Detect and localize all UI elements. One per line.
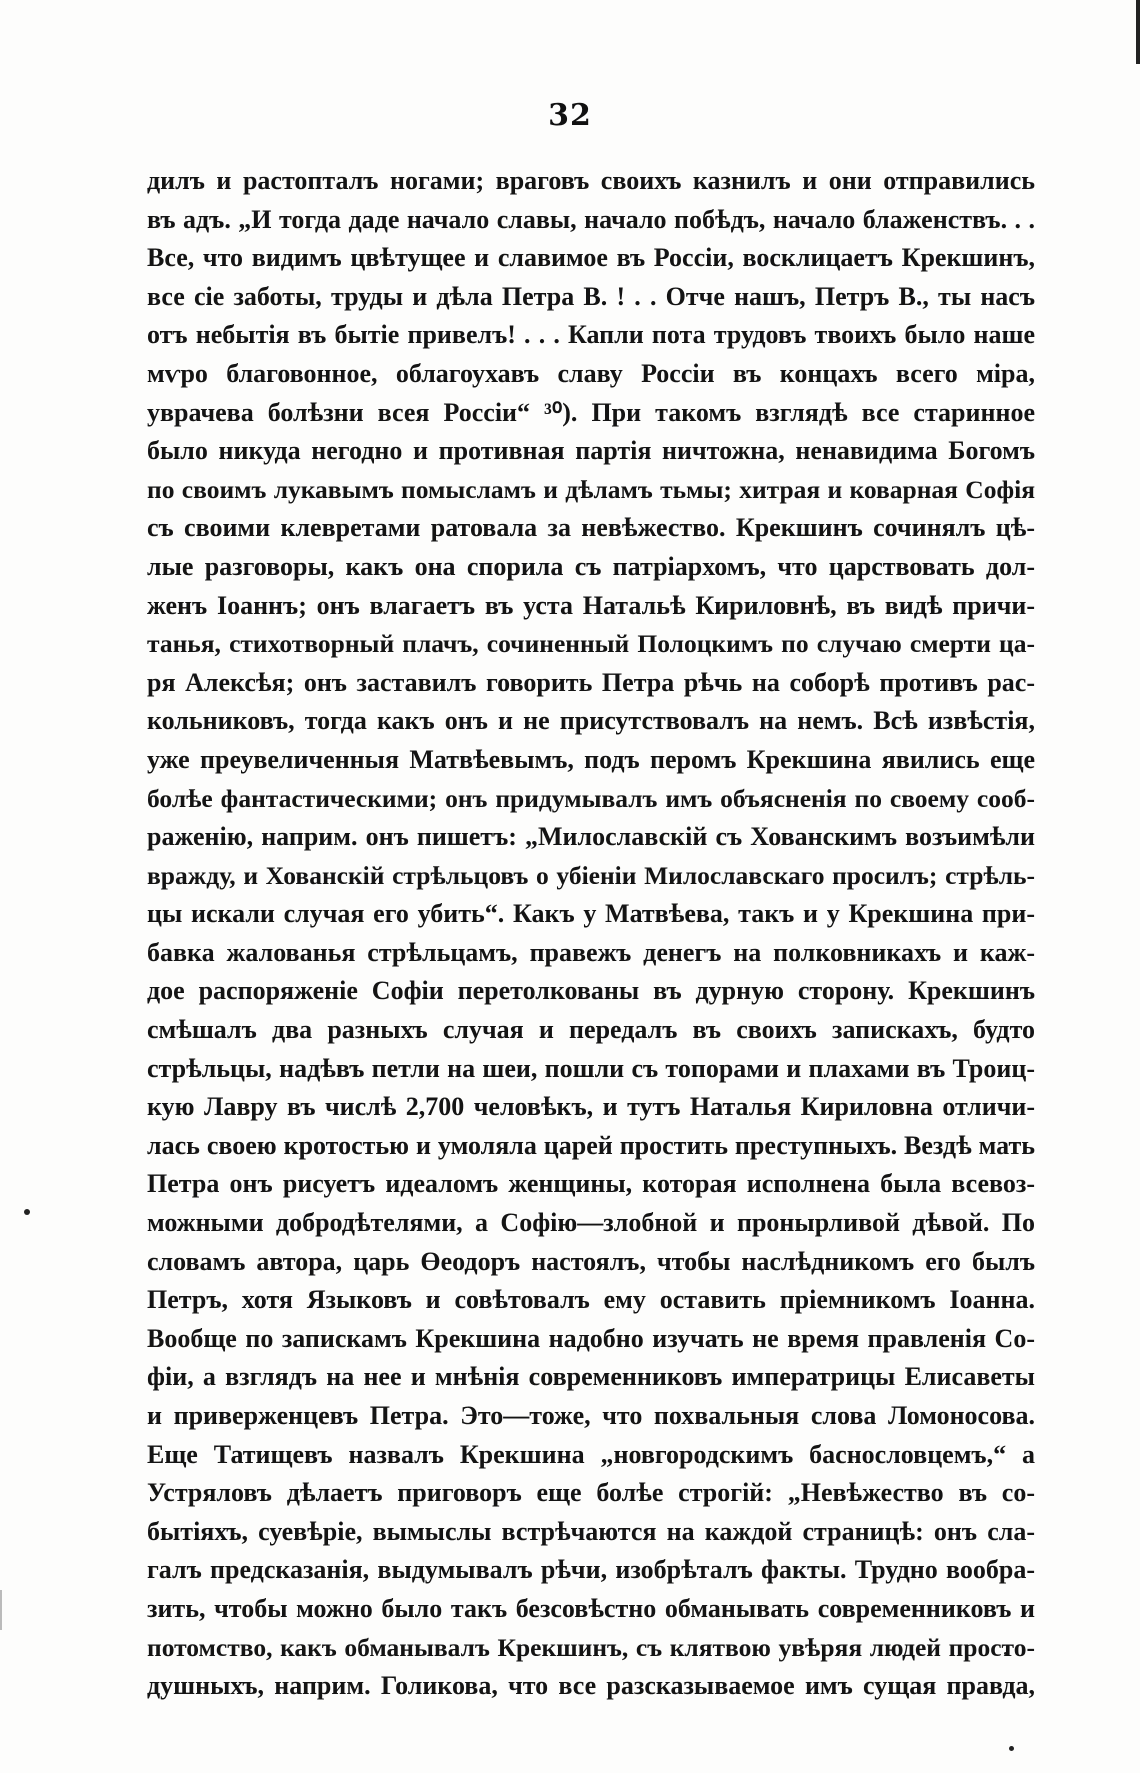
text-line: можными добродѣтелями, а Софію—злобной и пронырливой дѣвой. По [147,1208,1035,1238]
text-line: потомство, какъ обманывалъ Крекшинъ, съ клятвою увѣряя людей просто- [147,1632,1035,1662]
ink-speck [1009,1746,1014,1751]
text-line: лые разговоры, какъ она спорила съ патріархомъ, что царствовать дол- [147,551,1035,581]
text-line: танья, стихотворный плачъ, сочиненный Полоцкимъ по случаю смерти ца- [147,629,1035,659]
text-line: Петръ, хотя Языковъ и совѣтовалъ ему оставить пріемникомъ Іоанна. [147,1285,1035,1315]
text-line: женъ Іоаннъ; онъ влагаетъ въ уста Натальѣ Кириловнѣ, въ видѣ причи- [147,590,1035,620]
text-line: дилъ и растопталъ ногами; враговъ своихъ казнилъ и они отправились [147,166,1035,195]
text-line: бытіяхъ, суевѣріе, вымыслы встрѣчаются на каждой страницѣ: онъ сла- [147,1516,1035,1546]
text-line: было никуда негодно и противная партія ничтожна, ненавидима Богомъ [147,436,1035,466]
text-line: смѣшалъ два разныхъ случая и передалъ въ своихъ запискахъ, будто [147,1015,1035,1045]
text-line: и приверженцевъ Петра. Это—тоже, что похвальныя слова Ломоносова. [147,1401,1035,1430]
text-line: дое распоряженіе Софіи перетолкованы въ дурную сторону. Крекшинъ [147,976,1035,1006]
text-line: въ адъ. „И тогда даде начало славы, начало побѣдъ, начало блаженствъ. . . [147,204,1035,234]
text-line: словамъ автора, царь Өеодоръ настоялъ, чтобы наслѣдникомъ его былъ [147,1246,1035,1276]
text-line: душныхъ, наприм. Голикова, что все разсказываемое имъ сущая правда, [147,1671,1035,1701]
text-line: стрѣльцы, надѣвъ петли на шеи, пошли съ топорами и плахами въ Троиц- [147,1053,1035,1083]
text-line: Вообще по запискамъ Крекшина надобно изучать не время правленія Со- [147,1323,1035,1353]
text-line: кольниковъ, тогда какъ онъ и не присутствовалъ на немъ. Всѣ извѣстія, [147,706,1035,736]
text-line: отъ небытія въ бытіе привелъ! . . . Капли пота трудовъ твоихъ было наше [147,320,1035,350]
text-line: Устряловъ дѣлаетъ приговоръ еще болѣе строгій: „Невѣжество въ со- [147,1478,1035,1508]
text-line: Все, что видимъ цвѣтущее и славимое въ Россіи, восклицаетъ Крекшинъ, [147,243,1035,273]
page-number: 32 [548,98,592,133]
text-line: уже преувеличенныя Матвѣевымъ, подъ перомъ Крекшина явились еще [147,744,1035,774]
text-line: вражду, и Хованскій стрѣльцовъ о убіеніи Милославскаго просилъ; стрѣль- [147,860,1035,890]
text-line: фіи, а взглядъ на нее и мнѣнія современниковъ императрицы Елисаветы [147,1362,1035,1392]
text-line: зить, чтобы можно было такъ безсовѣстно обманывать современниковъ и [147,1593,1035,1623]
text-line: мѵро благовонное, облагоухавъ славу Россіи въ концахъ всего міра, [147,358,1035,388]
text-line: ря Алексѣя; онъ заставилъ говорить Петра рѣчь на соборѣ противъ рас- [147,667,1035,697]
text-line: галъ предсказанія, выдумывалъ рѣчи, изобрѣталъ факты. Трудно вообра- [147,1555,1035,1585]
ink-speck [24,1209,30,1215]
scan-edge-mark-left [0,1590,2,1630]
scan-edge-mark [1136,0,1140,64]
body-text [147,162,1035,1706]
text-line: раженію, наприм. онъ пишетъ: „Милославскій съ Хованскимъ возъимѣли [147,822,1035,852]
text-line: лась своею кротостью и умоляла царей простить преступныхъ. Вездѣ мать [147,1130,1035,1160]
text-line: Еще Татищевъ назвалъ Крекшина „новгородскимъ баснословцемъ,“ а [147,1439,1035,1469]
text-line: все сіе заботы, труды и дѣла Петра В. ! . . Отче нашъ, Петръ В., ты насъ [147,281,1035,311]
text-line: Петра онъ рисуетъ идеаломъ женщины, которая исполнена была всевоз- [147,1169,1035,1199]
text-line: бавка жалованья стрѣльцамъ, правежъ денегъ на полковникахъ и каж- [147,937,1035,967]
text-line: съ своими клевретами ратовала за невѣжество. Крекшинъ сочинялъ цѣ- [147,513,1035,543]
text-line: кую Лавру въ числѣ 2,700 человѣкъ, и тутъ Наталья Кириловна отличи- [147,1092,1035,1122]
text-line: болѣе фантастическими; онъ придумывалъ имъ объясненія по своему сооб- [147,783,1035,813]
text-line: по своимъ лукавымъ помысламъ и дѣламъ тьмы; хитрая и коварная Софія [147,474,1035,504]
text-line: уврачева болѣзни всея Россіи“ ³⁰). При такомъ взглядѣ все старинное [147,397,1035,427]
text-line: цы искали случая его убить“. Какъ у Матвѣева, такъ и у Крекшина при- [147,899,1035,929]
